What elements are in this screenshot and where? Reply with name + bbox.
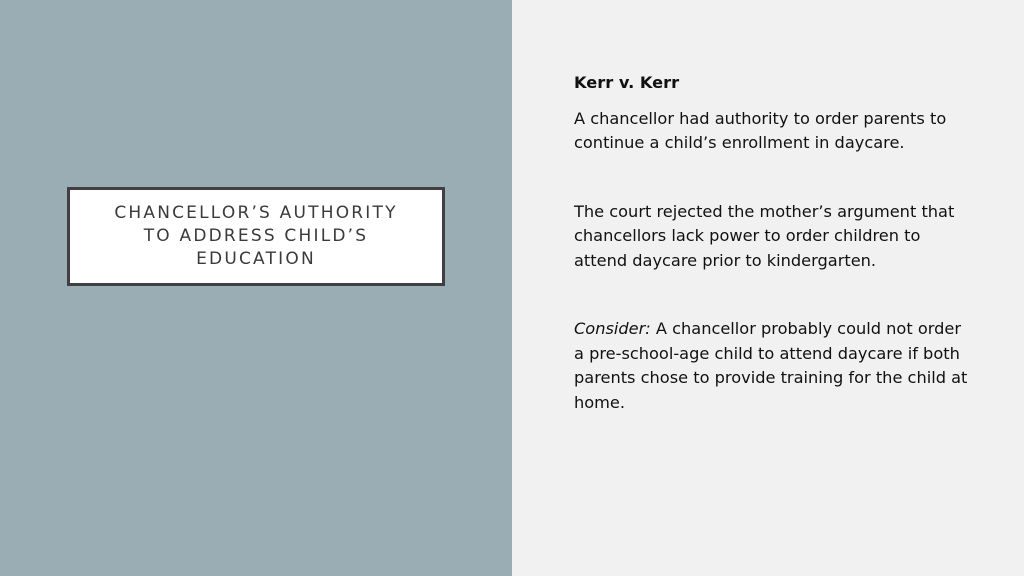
case-title: Kerr v. Kerr [574, 73, 680, 92]
consider-text: A chancellor probably could not order a pre-school-age child to attend daycare if both parents chose to provide training for the child at home. [574, 319, 968, 412]
paragraph-court-rejected: The court rejected the mother’s argument that chancellors lack power to order children to attend daycare prior to kindergarten. [574, 201, 955, 270]
right-panel [512, 0, 1024, 576]
consider-label: Consider: [574, 319, 651, 338]
content-area [574, 71, 974, 415]
paragraph-consider [574, 317, 974, 415]
paragraph-authority: A chancellor had authority to order parents to continue a child’s enrollment in daycare. [574, 108, 947, 152]
slide-title: CHANCELLOR’S AUTHORITY TO ADDRESS CHILD’S EDUCATION [114, 203, 398, 269]
title-box [67, 187, 445, 286]
